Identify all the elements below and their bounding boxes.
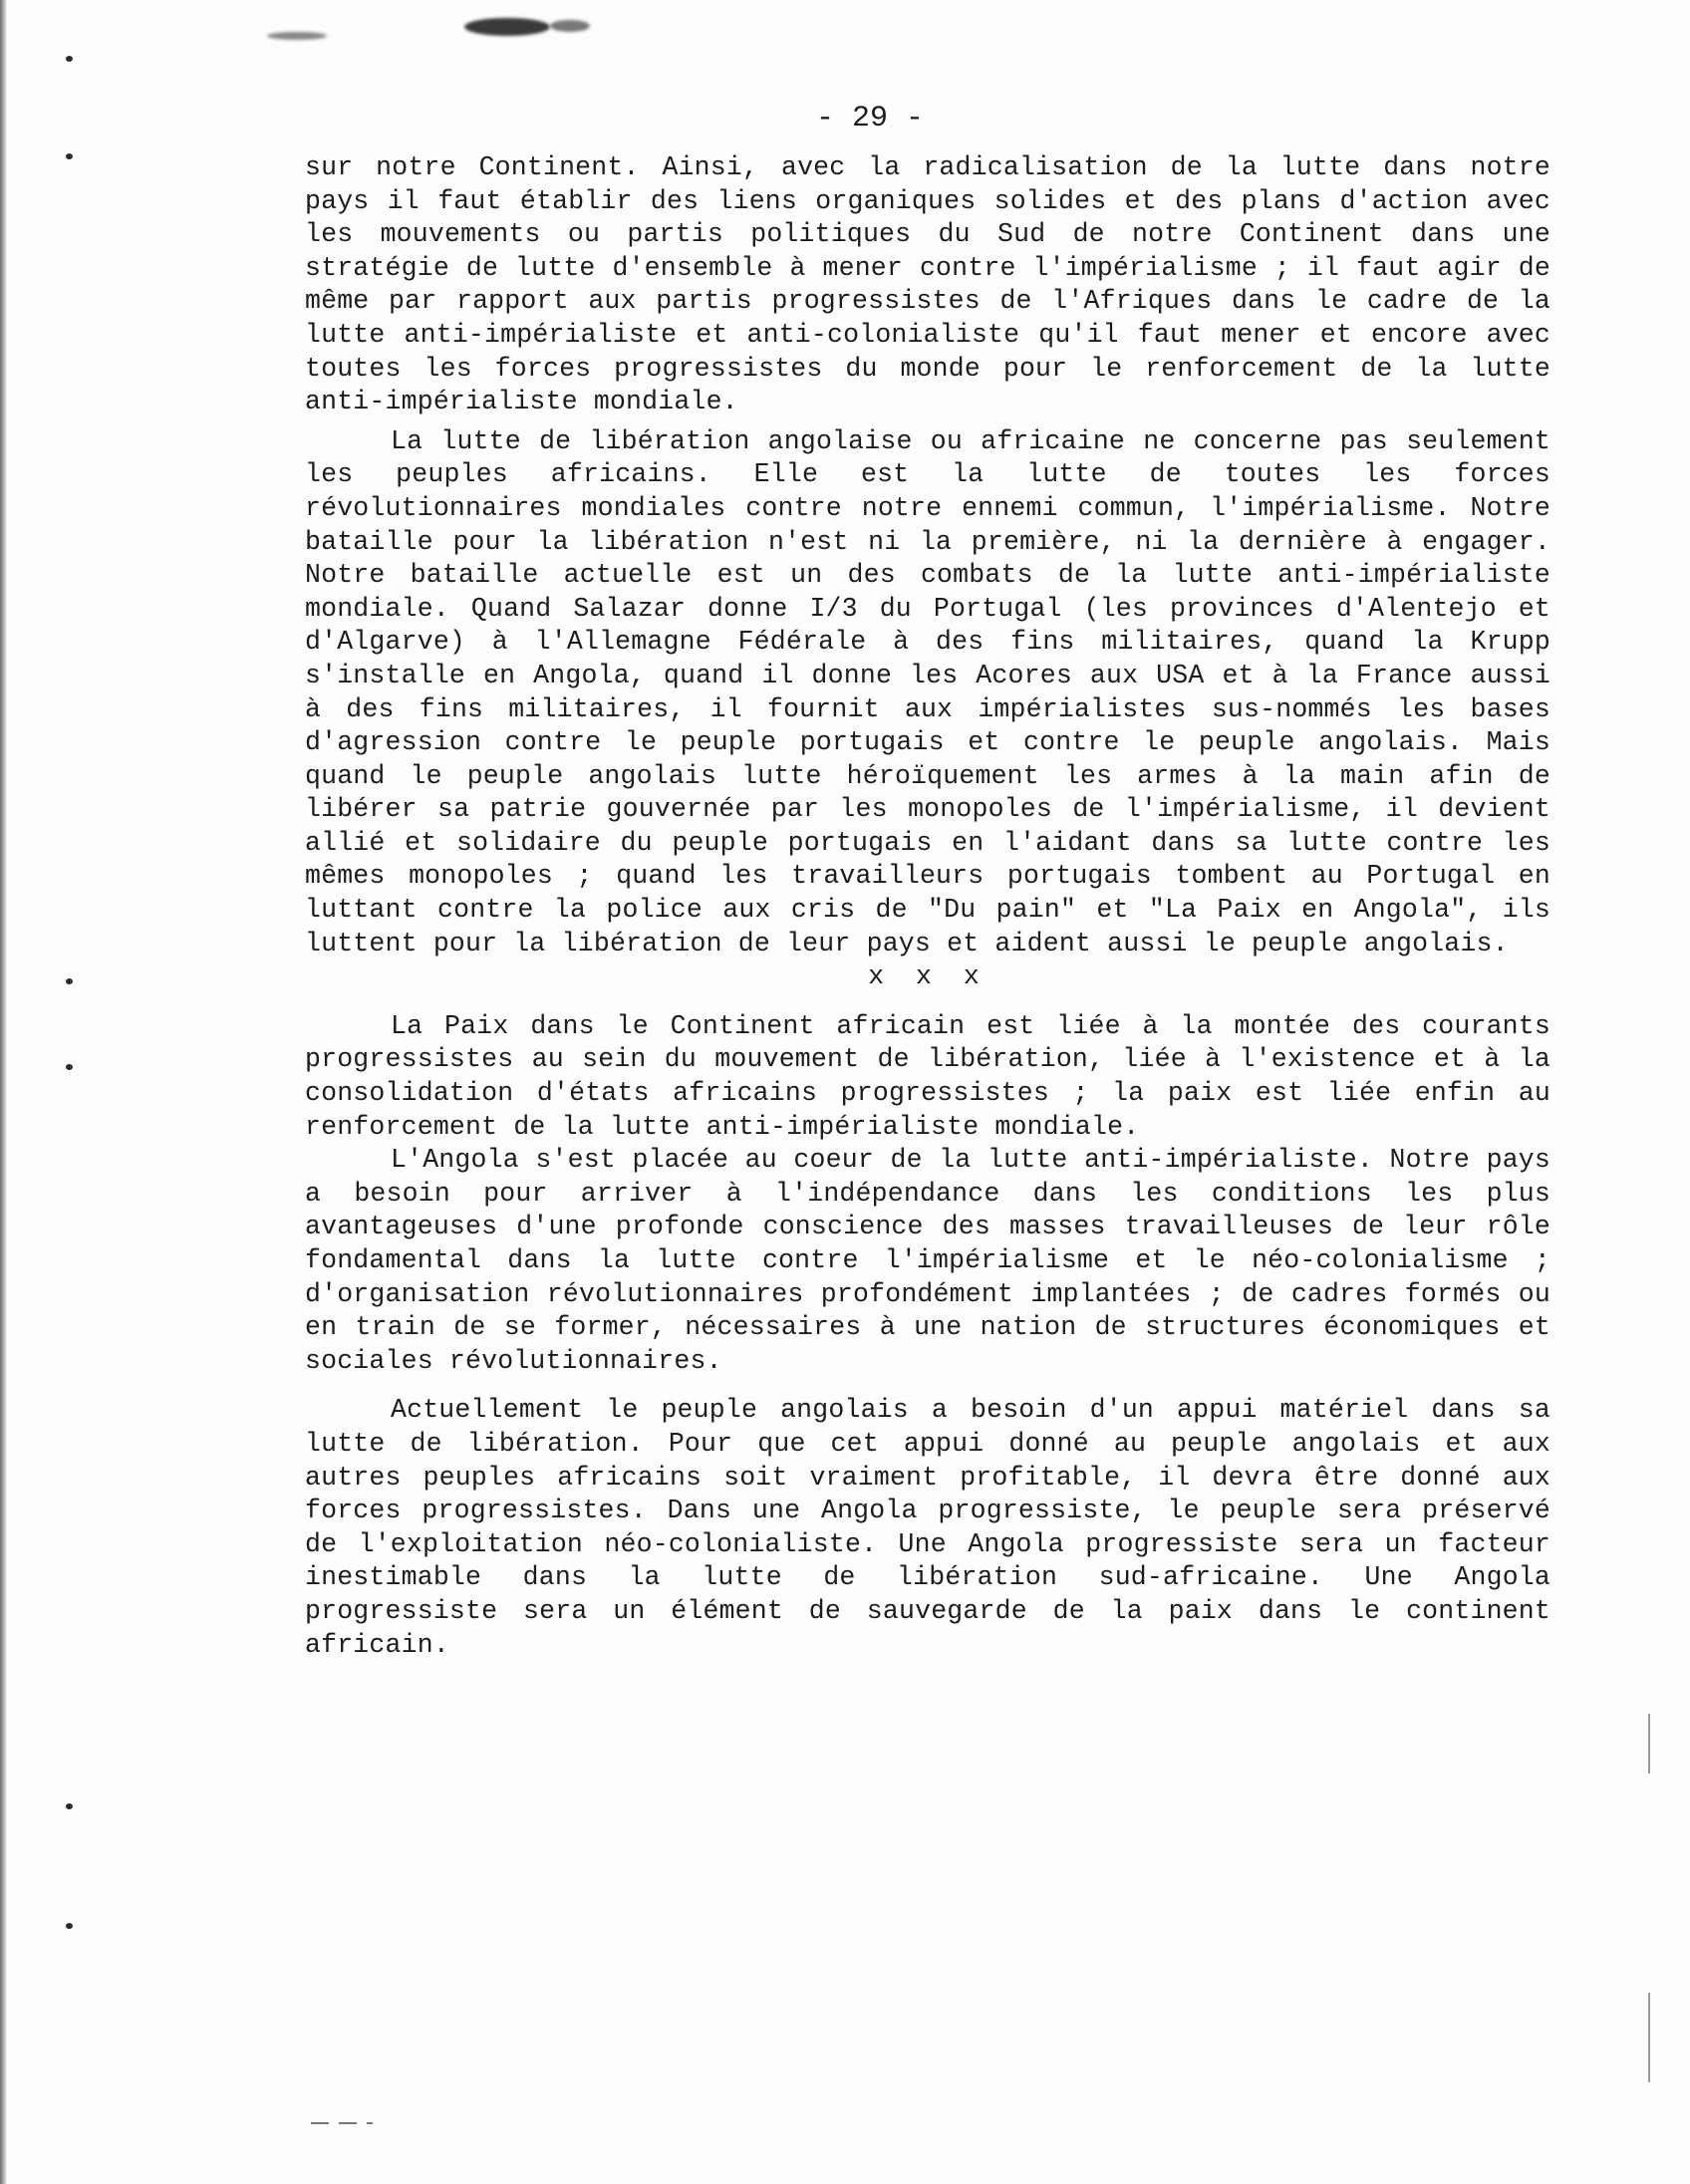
ink-smudge — [464, 18, 550, 36]
paragraph-2: La lutte de libération angolaise ou africaine ne concerne pas seulement les peuples africains. Elle est la lutte de toutes les forces révolutionnaires mondiales contre notre ennemi commun, l'impérialisme. Notre bataille pour la libération n'est ni la première, ni la dernière à engager. Notre bataille actuelle est un des combats de la lutte anti-impérialiste mondiale. Quand Salazar donne I/3 du Portugal (les provinces d'Alentejo et d'Algarve) à l'Allemagne Fédérale à des fins militaires, quand la Krupp s'installe en Angola, quand il donne les Acores aux USA et à la France aussi à des fins militaires, il fournit aux impérialistes sus-nommés les bases d'agression contre le peuple portugais et contre le peuple angolais. Mais quand le peuple angolais lutte héroïquement les armes à la main afin de libérer sa patrie gouvernée par les monopoles de l'impérialisme, il devient allié et solidaire du peuple portugais en l'aidant dans sa lutte contre les mêmes monopoles ; quand les travailleurs portugais tombent au Portugal en luttant contre la police aux cris de "Du pain" et "La Paix en Angola", ils luttent pour la libération de leur pays et aident aussi le peuple angolais. — [305, 425, 1550, 958]
ink-smudge — [267, 32, 327, 40]
paragraph-4: L'Angola s'est placée au coeur de la lutte anti-impérialiste. Notre pays a besoin pour arriver à l'indépendance dans les conditions les plus avantageuses d'une profonde conscience des masses travailleuses de leur rôle fondamental dans la lutte contre l'impérialisme et le néo-colonialisme ; d'organisation révolutionnaires profondément implantées ; de cadres formés ou en train de se former, nécessaires à une nation de structures économiques et sociales révolutionnaires. — [305, 1145, 1550, 1376]
edge-mark — [1648, 1993, 1650, 2082]
margin-speck — [66, 978, 73, 984]
paragraph-1: sur notre Continent. Ainsi, avec la radicalisation de la lutte dans notre pays il faut établir des liens organiques solides et des plans d'action avec les mouvements ou partis politiques du Sud de notre Continent dans une stratégie de lutte d'ensemble à mener contre l'impérialisme ; il faut agir de même par rapport aux partis progressistes de l'Afriques dans le cadre de la lutte anti-impérialiste et anti-colonialiste qu'il faut mener et encore avec toutes les forces progressistes du monde pour le renforcement de la lutte anti-impérialiste mondiale. — [305, 152, 1550, 417]
binding-edge — [0, 0, 7, 2184]
margin-speck — [66, 1923, 73, 1929]
section-separator: x x x — [868, 961, 987, 992]
margin-speck — [66, 1803, 73, 1809]
bottom-dash-mark — [311, 2122, 373, 2124]
margin-speck — [66, 1064, 73, 1070]
edge-mark — [1648, 1714, 1650, 1774]
margin-speck — [66, 56, 73, 62]
ink-smudge — [550, 20, 590, 32]
paragraph-3: La Paix dans le Continent africain est liée à la montée des courants progressistes au sein du mouvement de libération, liée à l'existence et à la consolidation d'états africains progressistes ; la paix est liée enfin au renforcement de la lutte anti-impérialiste mondiale. — [305, 1010, 1550, 1142]
body-text — [305, 151, 1550, 1662]
paragraph-5: Actuellement le peuple angolais a besoin d'un appui matériel dans sa lutte de libération. Pour que cet appui donné au peuple angolais et aux autres peuples africains soit vraiment profitable, il devra être donné aux forces progressistes. Dans une Angola progressiste, le peuple sera préservé de l'exploitation néo-colonialiste. Une Angola progressiste sera un facteur inestimable dans la lutte de libération sud-africaine. Une Angola progressiste sera un élément de sauvegarde de la paix dans le continent africain. — [305, 1395, 1550, 1660]
page-number: - 29 - — [815, 102, 925, 136]
margin-speck — [66, 153, 73, 159]
